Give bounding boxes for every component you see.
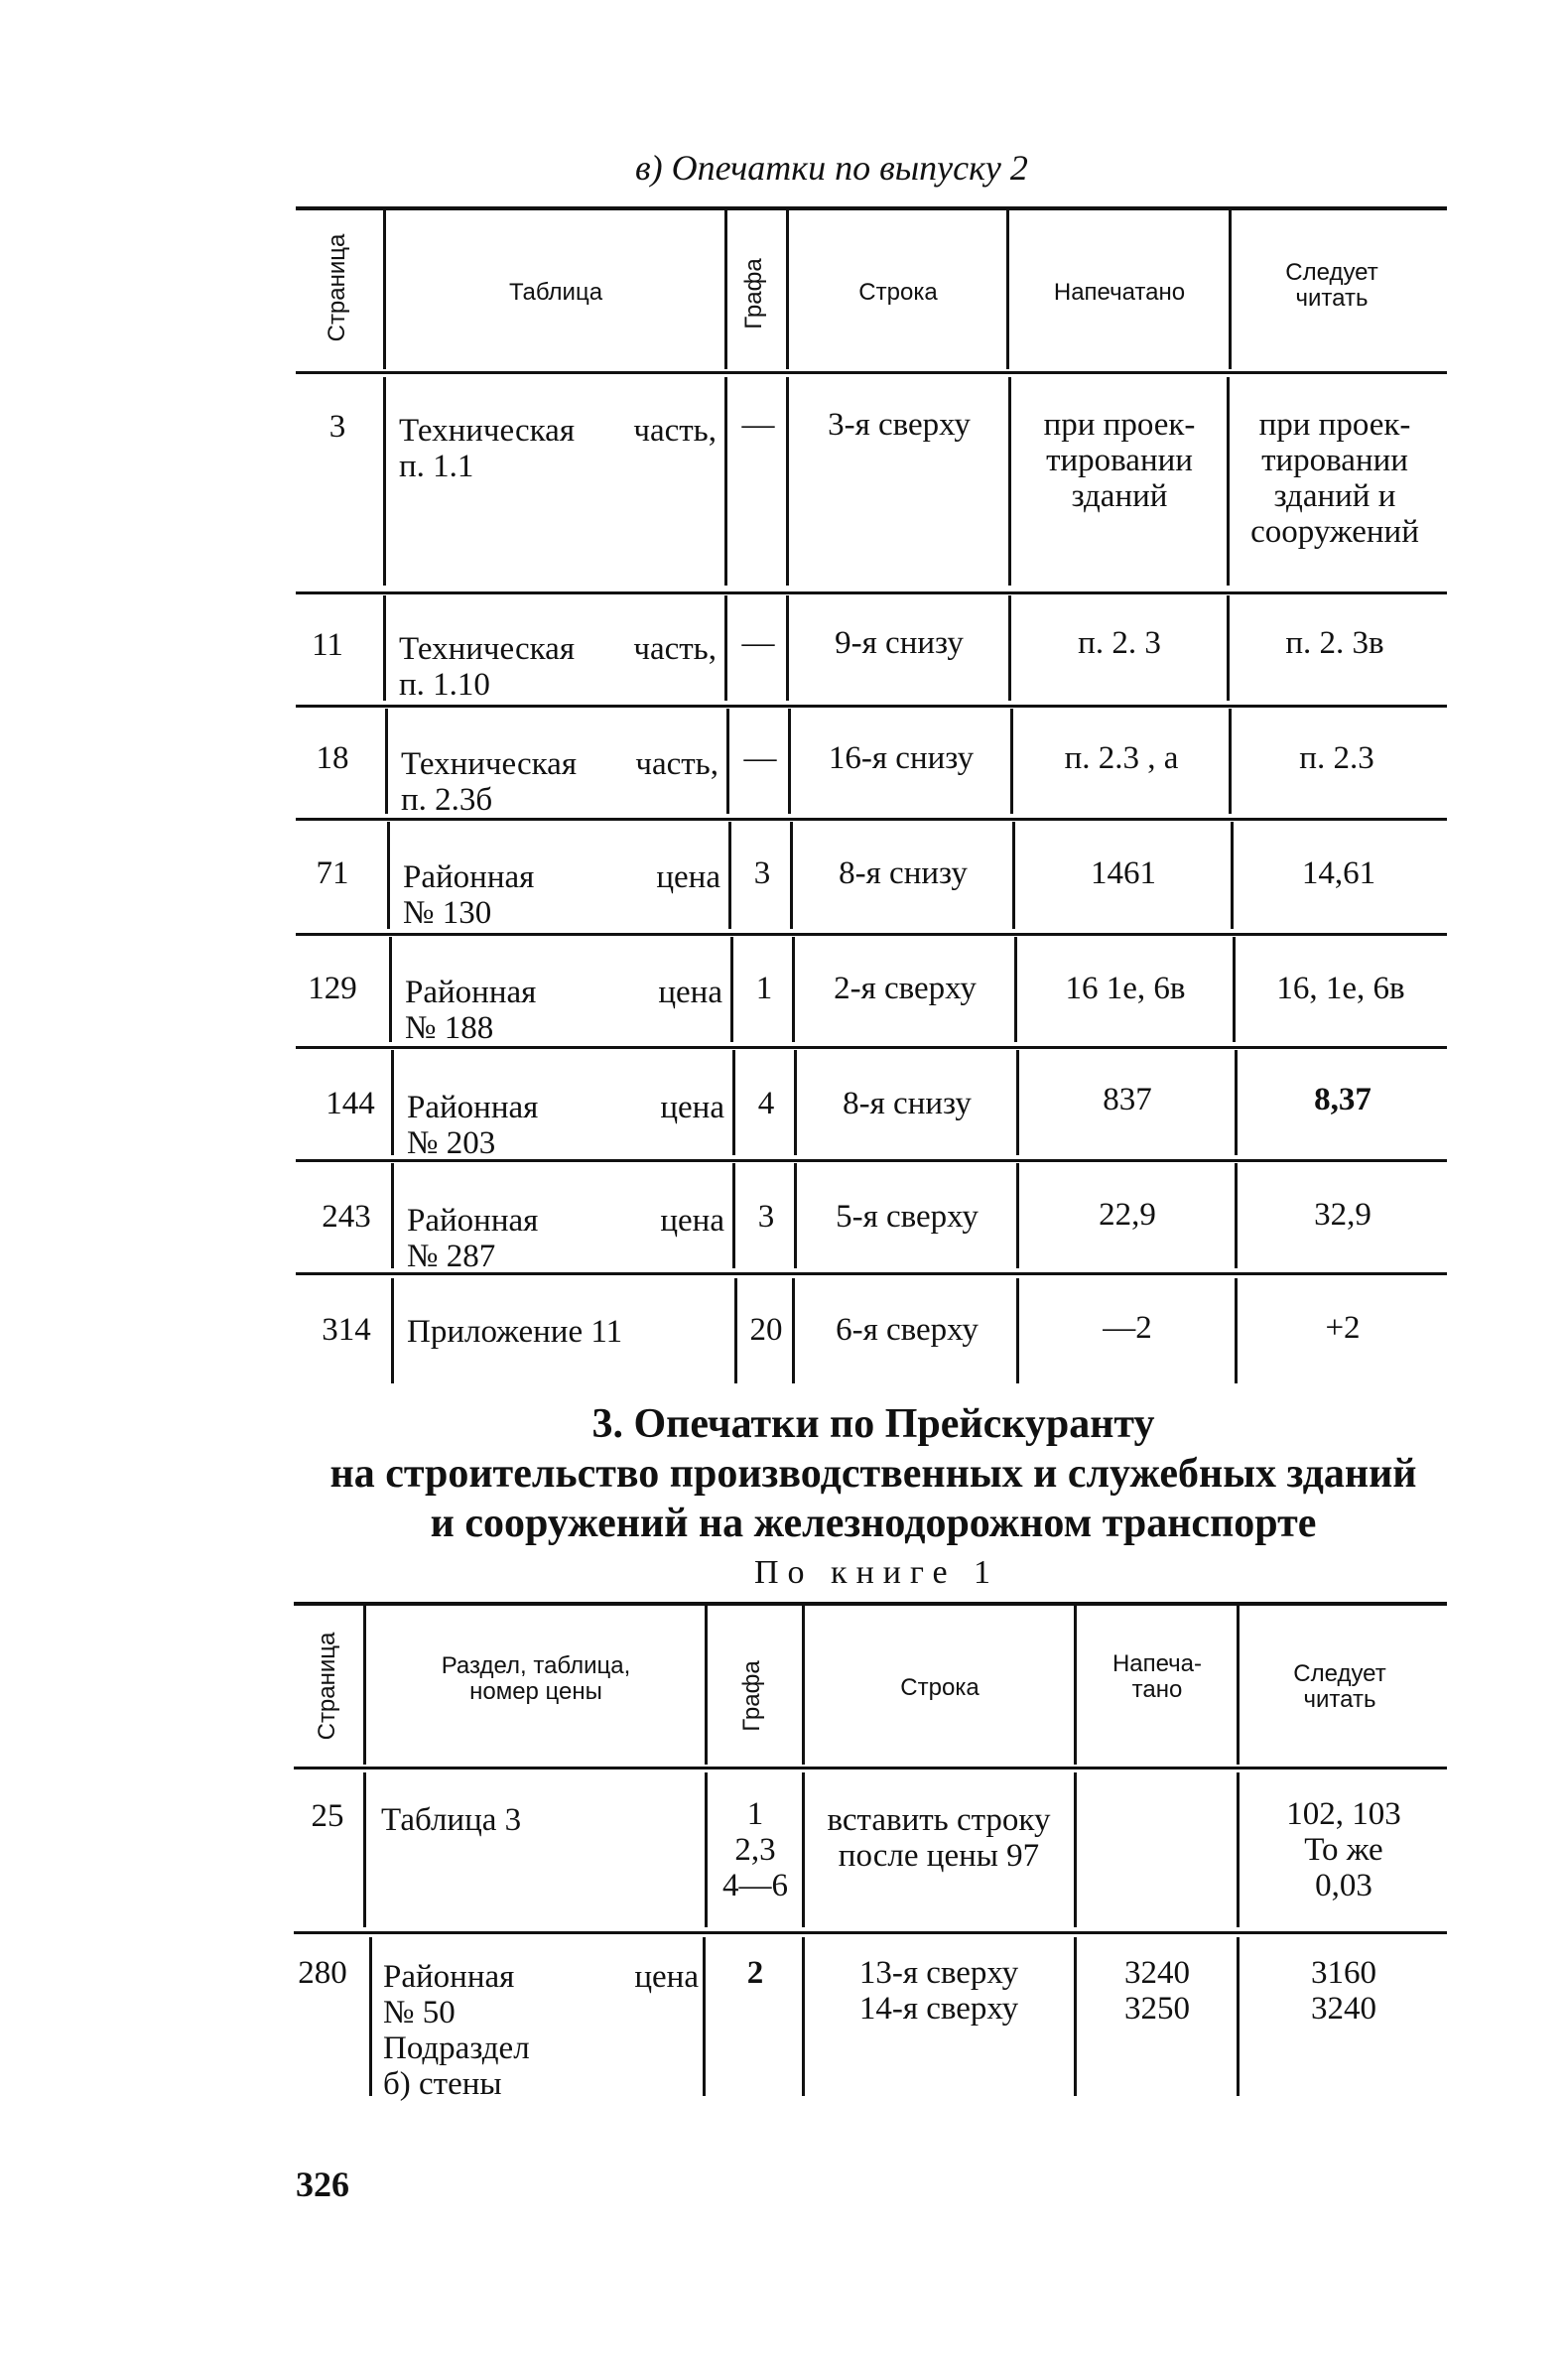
cell-table-text: Районная: [405, 975, 537, 1010]
cell-line: 6-я сверху: [836, 1312, 979, 1348]
cell-line: 9-я снизу: [835, 625, 964, 661]
column-divider: [728, 822, 731, 929]
section-3-title-line: на строительство производственных и служебных зданий: [329, 1451, 1417, 1497]
column-divider: [1006, 210, 1009, 369]
cell-column: 20: [749, 1312, 783, 1348]
cell-printed-text: 22,9: [1099, 1197, 1156, 1233]
cell-line-text: после цены 97: [838, 1838, 1040, 1874]
cell-section: [381, 1802, 699, 1838]
header-read-as-line: Следует: [1285, 259, 1378, 286]
column-divider: [383, 377, 386, 586]
column-divider: [1014, 937, 1017, 1042]
cell-printed-text: п. 2. 3: [1078, 625, 1161, 661]
cell-read-text: 3240: [1311, 1991, 1376, 2027]
cell-read-text: То же: [1304, 1832, 1383, 1868]
column-divider: [724, 595, 727, 701]
cell-column: 3: [757, 1199, 775, 1235]
cell-read: [1233, 740, 1441, 776]
cell-printed: [1014, 740, 1229, 776]
cell-column: [709, 1955, 802, 1991]
column-divider: [1237, 1772, 1240, 1927]
cell-table-text: Техническая: [401, 746, 578, 782]
cell-table-text: Районная: [407, 1203, 539, 1239]
cell-table-text: Приложение 11: [407, 1314, 623, 1350]
cell-page: 3: [328, 409, 346, 445]
cell-table: [401, 746, 719, 818]
cell-table-text: № 130: [403, 895, 492, 931]
cell-printed-text: п. 2.3 , а: [1064, 740, 1179, 776]
column-divider: [1227, 377, 1230, 586]
cell-table-text: цена: [660, 1090, 724, 1125]
header-line: Строка: [900, 1674, 980, 1701]
table-rule: [294, 1602, 1447, 1606]
column-divider: [786, 210, 789, 369]
table-rule: [296, 818, 1447, 821]
cell-column-text: 2,3: [734, 1832, 776, 1868]
cell-page: 71: [316, 855, 349, 891]
column-divider: [705, 1772, 708, 1927]
column-divider: [1237, 1937, 1240, 2096]
column-divider: [802, 1606, 805, 1765]
header-read-as: [1241, 1661, 1439, 1713]
cell-column: [709, 1796, 802, 1903]
cell-table-text: цена: [660, 1203, 724, 1239]
cell-printed-text: зданий: [1071, 478, 1168, 514]
cell-read: [1231, 407, 1439, 550]
column-divider: [730, 937, 733, 1042]
cell-section-text: б) стены: [383, 2066, 502, 2102]
table-rule: [294, 1931, 1447, 1934]
column-divider: [726, 709, 729, 814]
column-divider: [387, 822, 390, 929]
cell-table-text: Техническая: [399, 413, 576, 449]
cell-printed-text: 3250: [1124, 1991, 1190, 2027]
table-rule: [296, 371, 1447, 374]
cell-table-text: Техническая: [399, 631, 576, 667]
column-divider: [732, 1163, 735, 1268]
header-section: [369, 1653, 703, 1705]
cell-read-text: сооружений: [1250, 514, 1419, 550]
cell-printed-text: тировании: [1046, 443, 1193, 478]
cell-printed-text: при проек-: [1043, 407, 1196, 443]
cell-table: [403, 859, 720, 931]
header-read-as-line: Следует: [1293, 1660, 1386, 1687]
cell-line: 8-я снизу: [843, 1086, 972, 1121]
column-divider: [391, 1278, 394, 1383]
column-divider: [1235, 1050, 1238, 1155]
column-divider: [1235, 1163, 1238, 1268]
column-divider: [389, 937, 392, 1042]
cell-page: 18: [316, 740, 349, 776]
cell-table: [407, 1090, 724, 1161]
column-divider: [363, 1606, 366, 1765]
column-divider: [1016, 1050, 1019, 1155]
cell-column: —: [741, 407, 775, 443]
column-divider: [703, 1937, 706, 2096]
cell-table: [407, 1203, 724, 1274]
cell-printed: [1016, 855, 1231, 891]
column-divider: [788, 709, 791, 814]
cell-read: [1239, 1197, 1447, 1233]
column-divider: [786, 377, 789, 586]
column-divider: [1233, 937, 1236, 1042]
column-divider: [786, 595, 789, 701]
cell-read-text: п. 2.3: [1299, 740, 1374, 776]
cell-printed: [1078, 1955, 1237, 2027]
cell-column: —: [743, 740, 777, 776]
cell-section: [383, 1959, 699, 2102]
cell-table: [399, 631, 717, 703]
cell-column-text: 4—6: [722, 1868, 788, 1903]
column-divider: [383, 595, 386, 701]
cell-read-text: при проек-: [1258, 407, 1411, 443]
cell-column: 4: [757, 1086, 775, 1121]
cell-read-text: 8,37: [1314, 1082, 1372, 1117]
column-divider: [1016, 1163, 1019, 1268]
cell-table-text: цена: [658, 975, 722, 1010]
cell-table-text: № 203: [407, 1125, 496, 1161]
column-divider: [1010, 709, 1013, 814]
cell-line: [802, 1802, 1076, 1874]
section-title-v: в) Опечатки по выпуску 2: [635, 148, 1028, 188]
cell-line: 8-я снизу: [839, 855, 968, 891]
cell-read: [1231, 625, 1439, 661]
cell-page: 314: [322, 1312, 371, 1348]
cell-printed: [1020, 1082, 1235, 1117]
table-rule: [296, 705, 1447, 708]
header-page: Страница: [324, 233, 350, 342]
cell-column: 3: [753, 855, 771, 891]
cell-read-text: 16, 1е, 6в: [1276, 971, 1405, 1006]
column-divider: [385, 709, 388, 814]
cell-page: 144: [326, 1086, 375, 1121]
column-divider: [1074, 1606, 1077, 1765]
header-printed: Напечатано: [1053, 279, 1186, 306]
cell-printed-text: 3240: [1124, 1955, 1190, 1991]
column-divider: [724, 210, 727, 369]
cell-read-text: п. 2. 3в: [1285, 625, 1384, 661]
column-divider: [1012, 822, 1015, 929]
cell-read-text: зданий и: [1273, 478, 1396, 514]
cell-read: [1239, 1310, 1447, 1346]
cell-section-text: № 50: [383, 1995, 456, 2030]
cell-table-text: п. 1.10: [399, 667, 490, 703]
cell-section-text: Таблица 3: [381, 1802, 522, 1838]
cell-line: 5-я сверху: [836, 1199, 979, 1235]
cell-printed: [1020, 1310, 1235, 1346]
cell-table-text: п. 2.3б: [401, 782, 493, 818]
header-printed: [1078, 1651, 1237, 1703]
column-divider: [732, 1050, 735, 1155]
header-printed-line: Напеча-: [1111, 1650, 1203, 1677]
header-read-as-line: читать: [1295, 285, 1369, 312]
cell-table-text: цена: [656, 859, 720, 895]
cell-read-text: тировании: [1261, 443, 1408, 478]
column-divider: [391, 1163, 394, 1268]
cell-line-text: вставить строку: [827, 1802, 1051, 1838]
cell-column-text: 2: [746, 1955, 764, 1991]
cell-read-text: 3160: [1311, 1955, 1376, 1991]
cell-table-text: Районная: [403, 859, 535, 895]
header-section-line: номер цены: [469, 1678, 602, 1705]
header-line: Строка: [858, 279, 938, 306]
cell-read: [1241, 1955, 1447, 2027]
section-3-title-line: и сооружений на железнодорожном транспорте: [430, 1501, 1317, 1546]
header-column: Графа: [740, 258, 767, 329]
column-divider: [790, 822, 793, 929]
cell-section-text: Районная: [383, 1959, 515, 1995]
column-divider: [705, 1606, 708, 1765]
column-divider: [1235, 1278, 1238, 1383]
header-table: Таблица: [508, 279, 603, 306]
cell-printed-text: 837: [1103, 1082, 1152, 1117]
cell-printed: [1018, 971, 1233, 1006]
cell-line: 16-я снизу: [828, 740, 975, 776]
cell-line-text: 14-я сверху: [858, 1991, 1019, 2027]
cell-printed: [1012, 625, 1227, 661]
cell-page: 129: [308, 971, 357, 1006]
cell-printed-text: 16 1е, 6в: [1065, 971, 1186, 1006]
cell-table: [405, 975, 722, 1046]
cell-read-text: +2: [1325, 1310, 1361, 1346]
cell-section-text: Подраздел: [383, 2030, 530, 2066]
cell-table: [399, 413, 717, 484]
cell-read-text: 14,61: [1301, 855, 1376, 891]
table-rule: [296, 591, 1447, 594]
column-divider: [792, 937, 795, 1042]
cell-printed-text: 1461: [1091, 855, 1156, 891]
column-divider: [1016, 1278, 1019, 1383]
column-divider: [1227, 595, 1230, 701]
cell-page: 11: [312, 627, 343, 663]
cell-table: [407, 1314, 724, 1350]
column-divider: [369, 1937, 372, 2096]
header-printed-line: тано: [1131, 1676, 1183, 1703]
column-divider: [1237, 1606, 1240, 1765]
cell-printed: [1020, 1197, 1235, 1233]
cell-page: 243: [322, 1199, 371, 1235]
cell-column-text: 1: [746, 1796, 764, 1832]
cell-read: [1237, 971, 1445, 1006]
section-3-title-line: 3. Опечатки по Прейскуранту: [591, 1401, 1155, 1447]
cell-line: [802, 1955, 1076, 2027]
cell-read: [1241, 1796, 1447, 1903]
table-rule: [296, 933, 1447, 936]
cell-read: [1239, 1082, 1447, 1117]
column-divider: [1008, 595, 1011, 701]
cell-table-text: № 188: [405, 1010, 494, 1046]
header-read-as-line: читать: [1303, 1686, 1376, 1713]
column-divider: [1229, 709, 1232, 814]
column-divider: [724, 377, 727, 586]
cell-read: [1235, 855, 1443, 891]
column-divider: [391, 1050, 394, 1155]
cell-section-text: цена: [634, 1959, 699, 1995]
page-number: 326: [296, 2164, 349, 2204]
column-divider: [1008, 377, 1011, 586]
cell-printed-text: —2: [1103, 1310, 1152, 1346]
cell-column: —: [741, 625, 775, 661]
column-divider: [794, 1050, 797, 1155]
column-divider: [1229, 210, 1232, 369]
column-divider: [363, 1772, 366, 1927]
table-rule: [296, 206, 1447, 210]
table-rule: [296, 1046, 1447, 1049]
header-column: Графа: [738, 1660, 765, 1732]
cell-table-text: п. 1.1: [399, 449, 474, 484]
header-section-line: Раздел, таблица,: [441, 1652, 631, 1679]
cell-table-text: Районная: [407, 1090, 539, 1125]
cell-table-text: часть,: [633, 631, 717, 667]
cell-read-text: 32,9: [1314, 1197, 1372, 1233]
cell-line: 3-я сверху: [828, 407, 971, 443]
cell-printed: [1012, 407, 1227, 514]
column-divider: [734, 1278, 737, 1383]
column-divider: [794, 1163, 797, 1268]
column-divider: [383, 210, 386, 369]
cell-read-text: 102, 103: [1286, 1796, 1401, 1832]
header-read-as: [1233, 260, 1431, 312]
cell-column: 1: [755, 971, 773, 1006]
cell-line: 2-я сверху: [834, 971, 977, 1006]
cell-page: 280: [298, 1955, 347, 1991]
column-divider: [1231, 822, 1234, 929]
cell-page: 25: [311, 1798, 344, 1834]
cell-table-text: часть,: [635, 746, 719, 782]
section-3-subtitle: По книге 1: [754, 1554, 1000, 1591]
cell-line-text: 13-я сверху: [858, 1955, 1019, 1991]
table-rule: [294, 1767, 1447, 1769]
cell-table-text: № 287: [407, 1239, 496, 1274]
header-page: Страница: [314, 1632, 340, 1741]
cell-read-text: 0,03: [1315, 1868, 1372, 1903]
cell-table-text: часть,: [633, 413, 717, 449]
